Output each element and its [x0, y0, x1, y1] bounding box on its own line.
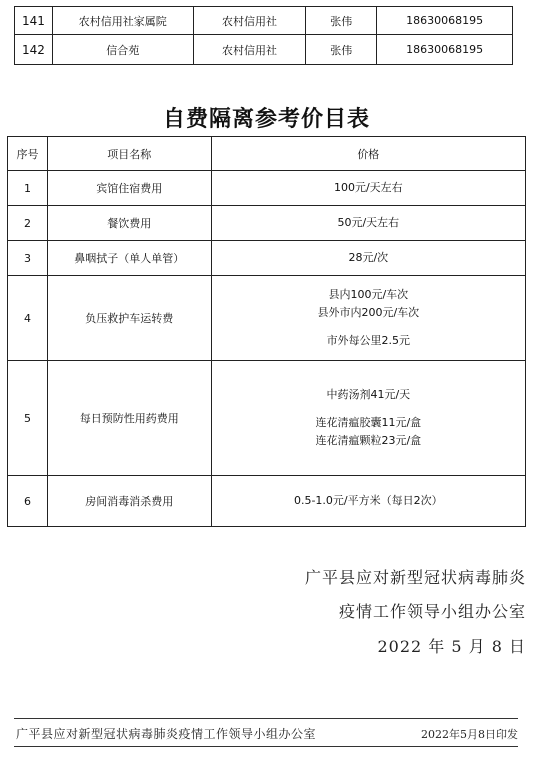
item-name: 餐饮费用 — [47, 206, 211, 241]
table-row — [8, 361, 526, 476]
community-name: 农村信用社家属院 — [52, 7, 193, 35]
table-header-row — [8, 137, 526, 171]
table-row — [8, 171, 526, 206]
header-item: 项目名称 — [47, 137, 211, 171]
item-name: 每日预防性用药费用 — [47, 361, 211, 476]
price-line-gap — [212, 322, 525, 332]
fee-table — [7, 136, 526, 527]
price-line: 县内100元/车次 — [328, 288, 409, 301]
page-title: 自费隔离参考价目表 — [162, 107, 370, 132]
footer-print-date: 2022年5月8日印发 — [421, 728, 518, 741]
table-row — [8, 476, 526, 527]
price-cell — [211, 241, 525, 276]
price-line: 连花清瘟胶囊11元/盒 — [315, 416, 422, 429]
price-line: 100元/天左右 — [333, 181, 403, 194]
row-number: 142 — [15, 35, 53, 65]
signature-org-line2: 疫情工作领导小组办公室 — [338, 602, 526, 621]
item-name: 房间消毒消杀费用 — [47, 476, 211, 527]
row-number: 5 — [8, 361, 48, 476]
price-cell — [211, 361, 525, 476]
item-name: 负压救护车运转费 — [47, 276, 211, 361]
table-row — [15, 35, 513, 65]
contact-person: 张伟 — [306, 7, 377, 35]
signature-org-line1: 广平县应对新型冠状病毒肺炎 — [304, 568, 526, 587]
price-line: 市外每公里2.5元 — [326, 334, 411, 347]
price-line: 28元/次 — [348, 251, 389, 264]
unit-name: 农村信用社 — [193, 7, 306, 35]
row-number: 141 — [15, 7, 53, 35]
item-name: 宾馆住宿费用 — [47, 171, 211, 206]
row-number: 3 — [8, 241, 48, 276]
contact-phone: 18630068195 — [377, 7, 513, 35]
row-number: 2 — [8, 206, 48, 241]
header-no: 序号 — [8, 137, 48, 171]
contact-table — [14, 6, 513, 65]
price-line: 县外市内200元/车次 — [317, 306, 420, 319]
footer-bottom-rule — [14, 746, 518, 747]
price-line-gap — [212, 404, 525, 414]
price-cell — [211, 171, 525, 206]
community-name: 信合苑 — [52, 35, 193, 65]
row-number: 1 — [8, 171, 48, 206]
price-line: 中药汤剂41元/天 — [326, 388, 411, 401]
contact-person: 张伟 — [306, 35, 377, 65]
price-cell — [211, 206, 525, 241]
signature-date: 2022 年 5 月 8 日 — [377, 637, 526, 656]
table-row — [8, 241, 526, 276]
unit-name: 农村信用社 — [193, 35, 306, 65]
contact-phone: 18630068195 — [377, 35, 513, 65]
price-line: 50元/天左右 — [337, 216, 400, 229]
row-number: 6 — [8, 476, 48, 527]
footer-top-rule — [14, 718, 518, 719]
table-row — [15, 7, 513, 35]
price-cell — [211, 476, 525, 527]
row-number: 4 — [8, 276, 48, 361]
footer-issuer: 广平县应对新型冠状病毒肺炎疫情工作领导小组办公室 — [16, 727, 317, 741]
price-line: 连花清瘟颗粒23元/盒 — [315, 434, 422, 447]
price-line: 0.5-1.0元/平方米（每日2次） — [293, 494, 443, 507]
item-name: 鼻咽拭子（单人单管） — [47, 241, 211, 276]
table-row — [8, 276, 526, 361]
price-cell — [211, 276, 525, 361]
table-row — [8, 206, 526, 241]
header-price: 价格 — [211, 137, 525, 171]
